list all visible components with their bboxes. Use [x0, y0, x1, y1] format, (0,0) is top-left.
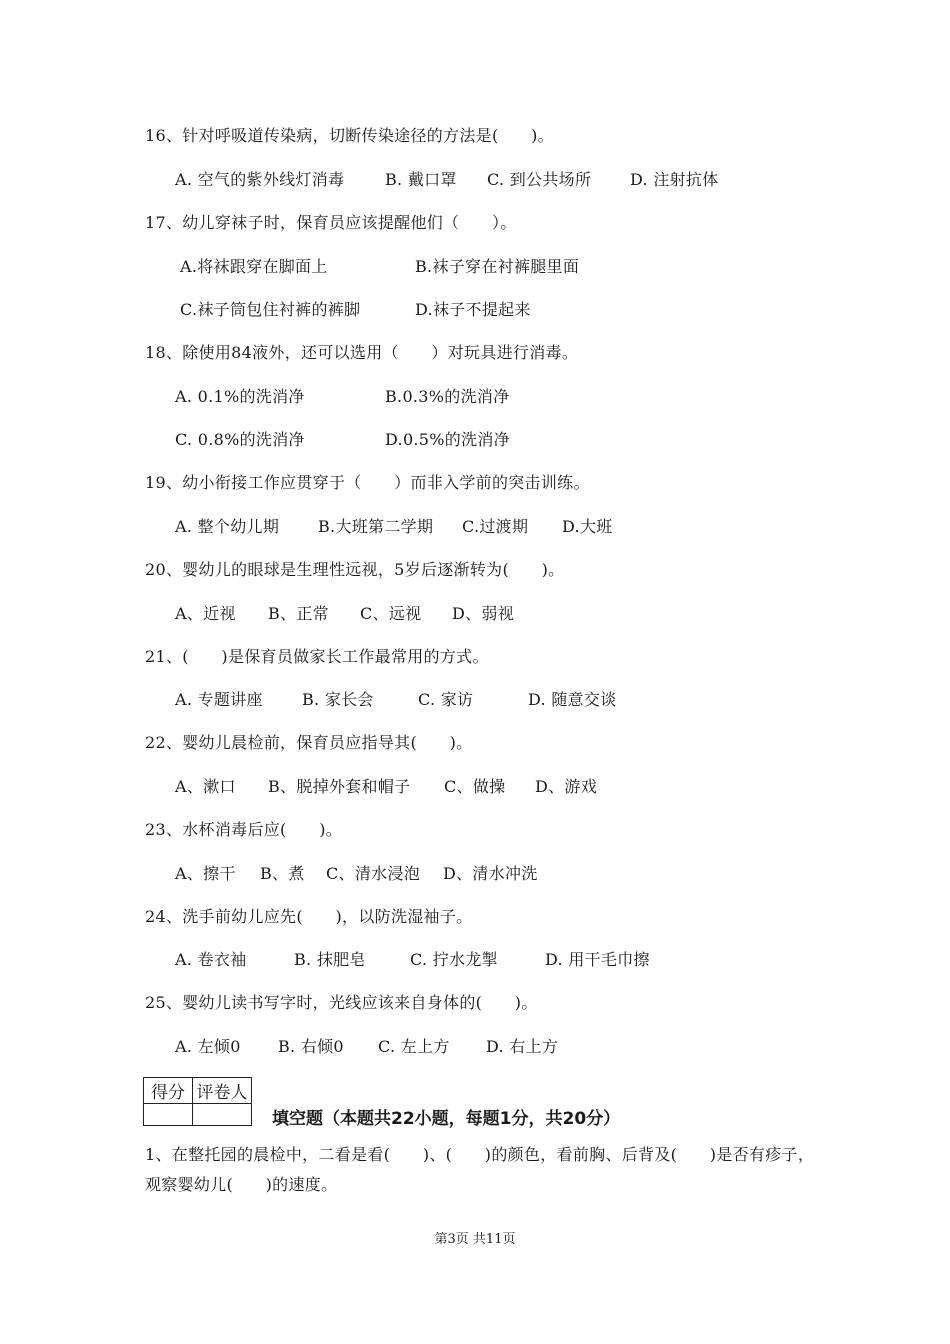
answer-option: A. 卷衣袖 — [175, 950, 247, 969]
answer-option: C. 家访 — [418, 690, 474, 709]
answer-option: D. 注射抗体 — [630, 170, 719, 189]
answer-option: C、做操 — [444, 777, 506, 796]
question-stem: 19、幼小衔接工作应贯穿于（ ）而非入学前的突击训练。 — [145, 473, 590, 492]
answer-option: B. 戴口罩 — [385, 170, 457, 189]
answer-option: D.袜子不提起来 — [415, 300, 531, 319]
answer-option: C.袜子筒包住衬裤的裤脚 — [180, 300, 361, 319]
question-stem: 20、婴幼儿的眼球是生理性远视，5岁后逐渐转为( )。 — [145, 560, 565, 579]
page-footer: 第3页 共11页 — [434, 1232, 516, 1247]
answer-option: A. 0.1%的洗消净 — [175, 387, 305, 406]
question-stem: 24、洗手前幼儿应先( )，以防洗湿袖子。 — [145, 907, 473, 926]
answer-option: C. 到公共场所 — [487, 170, 592, 189]
answer-option: A、近视 — [175, 604, 236, 623]
answer-option: D、清水冲洗 — [443, 864, 538, 883]
fill-question: 1、在整托园的晨检中，二看是看( )、( )的颜色，看前胸、后背及( )是否有疹子，观察婴幼儿( )的速度。 — [145, 1145, 815, 1194]
answer-option: D.0.5%的洗消净 — [385, 430, 510, 449]
score-table — [143, 1077, 252, 1126]
answer-option: B. 右倾0 — [278, 1037, 344, 1056]
answer-option: A. 专题讲座 — [175, 690, 263, 709]
answer-option: A. 左倾0 — [175, 1037, 241, 1056]
answer-option: B.袜子穿在衬裤腿里面 — [415, 257, 580, 276]
answer-option: B.大班第二学期 — [318, 517, 434, 536]
answer-option: D. 随意交谈 — [528, 690, 617, 709]
answer-option: C. 左上方 — [378, 1037, 450, 1056]
answer-option: B、正常 — [268, 604, 329, 623]
section-title: 填空题（本题共22小题，每题1分，共20分） — [272, 1109, 621, 1129]
question-stem: 17、幼儿穿袜子时，保育员应该提醒他们（ ）。 — [145, 213, 517, 232]
answer-option: B. 抹肥皂 — [294, 950, 366, 969]
answer-option: A、漱口 — [175, 777, 236, 796]
answer-option: C. 拧水龙掣 — [410, 950, 498, 969]
answer-option: B. 家长会 — [302, 690, 374, 709]
answer-option: D. 右上方 — [486, 1037, 559, 1056]
question-stem: 18、除使用84液外，还可以选用（ ）对玩具进行消毒。 — [145, 343, 579, 362]
answer-option: D、弱视 — [452, 604, 515, 623]
answer-option: C、远视 — [360, 604, 422, 623]
score-cell — [144, 1104, 193, 1126]
answer-option: A.将袜跟穿在脚面上 — [180, 257, 328, 276]
answer-option: B、脱掉外套和帽子 — [268, 777, 411, 796]
question-stem: 22、婴幼儿晨检前，保育员应指导其( )。 — [145, 733, 473, 752]
answer-option: B、煮 — [260, 864, 305, 883]
answer-option: A. 空气的紫外线灯消毒 — [175, 170, 345, 189]
score-label: 得分 — [144, 1078, 193, 1104]
grader-label: 评卷人 — [193, 1078, 252, 1104]
answer-option: B.0.3%的洗消净 — [385, 387, 510, 406]
answer-option: C.过渡期 — [462, 517, 529, 536]
answer-option: A、擦干 — [175, 864, 236, 883]
answer-option: D、游戏 — [535, 777, 598, 796]
answer-option: C. 0.8%的洗消净 — [175, 430, 305, 449]
answer-option: C、清水浸泡 — [326, 864, 421, 883]
answer-option: D. 用干毛巾擦 — [545, 950, 650, 969]
grader-cell — [193, 1104, 252, 1126]
question-stem: 21、( )是保育员做家长工作最常用的方式。 — [145, 647, 489, 666]
question-stem: 25、婴幼儿读书写字时，光线应该来自身体的( )。 — [145, 993, 538, 1012]
answer-option: A. 整个幼儿期 — [175, 517, 280, 536]
answer-option: D.大班 — [562, 517, 613, 536]
question-stem: 16、针对呼吸道传染病，切断传染途径的方法是( )。 — [145, 126, 554, 145]
question-stem: 23、水杯消毒后应( )。 — [145, 820, 343, 839]
